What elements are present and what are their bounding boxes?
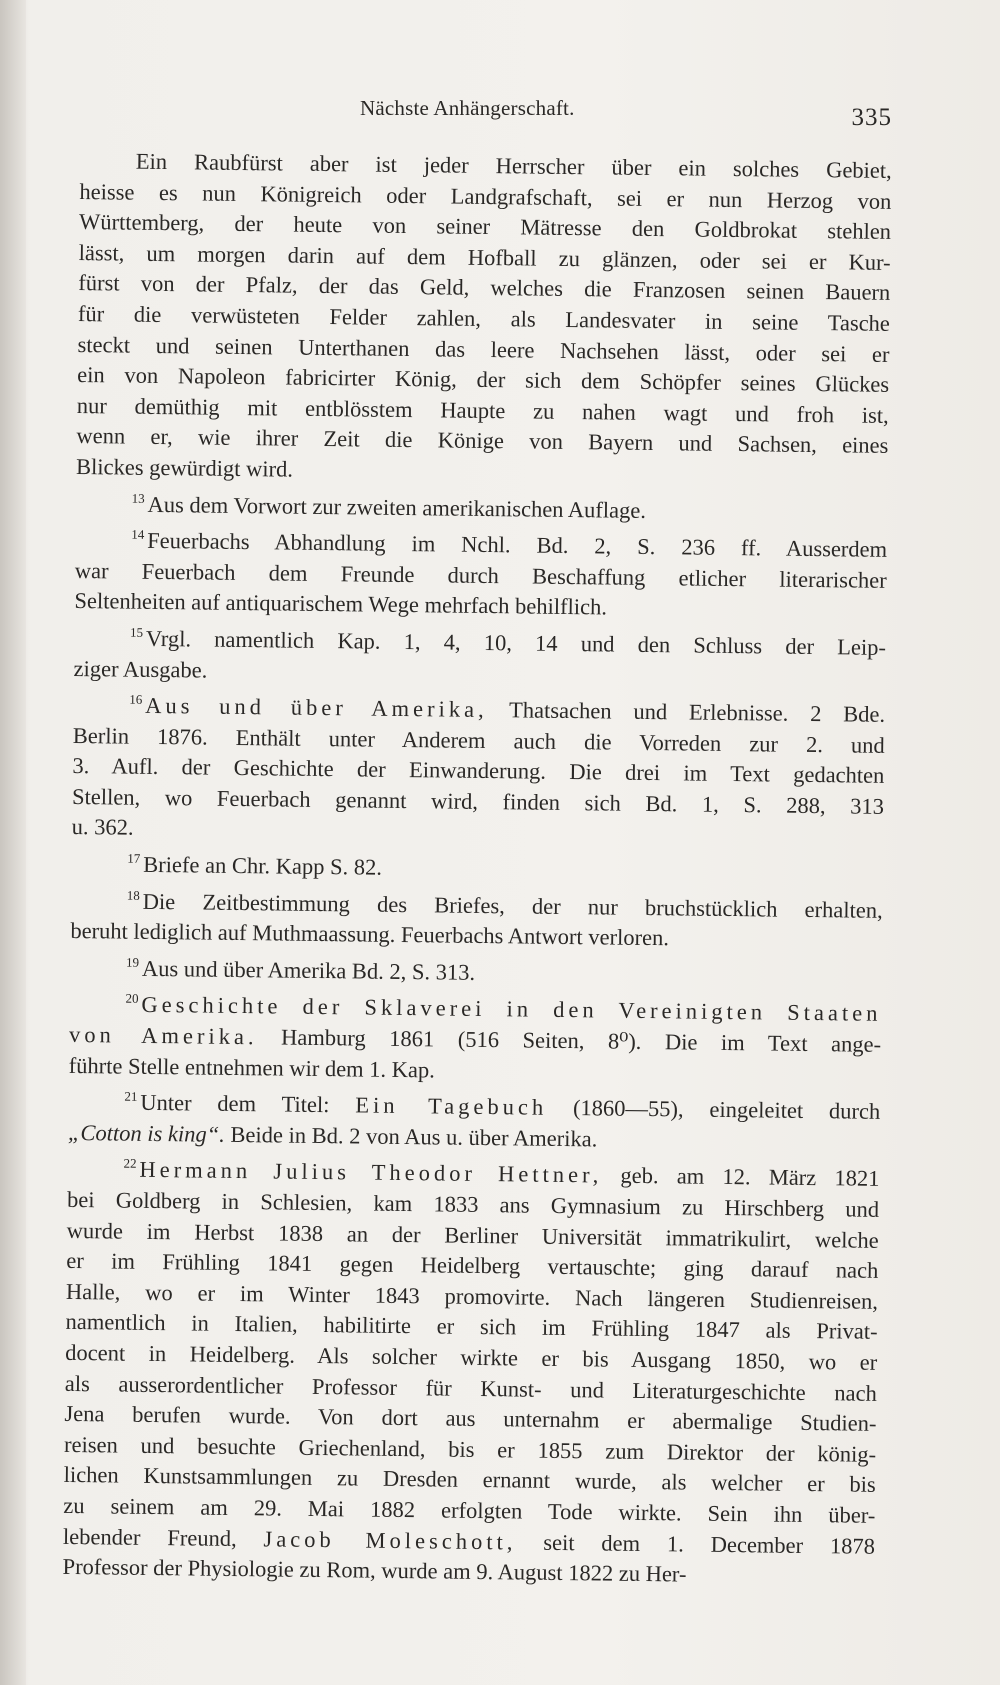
line-text: (1860—55), eingeleitet durch (547, 1094, 881, 1125)
footnote-number: 18 (126, 887, 140, 903)
line-text: er im Frühling 1841 gegen Heidelberg vertauschte; ging darauf nach (66, 1248, 879, 1284)
line-text: bei Goldberg in Schlesien, kam 1833 ans Gymnasium zu Hirschberg und (66, 1186, 880, 1222)
spaced-text: Jacob Moleschott, (263, 1525, 517, 1554)
italic-text: „Cotton is king“. (67, 1119, 226, 1147)
line-text-prefix: lebender Freund, (62, 1523, 264, 1551)
line-text: u. 362. (71, 814, 134, 841)
line-text: zu seinem am 29. Mai 1882 erfolgten Tode wirkte. Sein ihn über- (63, 1492, 876, 1528)
footnote-number: 17 (127, 850, 141, 866)
line-text: geb. am 12. März 1821 (602, 1162, 880, 1192)
line-text: seit dem 1. December 1878 (516, 1528, 876, 1559)
line-text: Ein Raubfürst aber ist jeder Herrscher über ein solches Gebiet, (135, 148, 892, 183)
line-text: fürst von der Pfalz, der das Geld, welches die Franzosen seinen Bauern (78, 270, 891, 306)
running-title: Nächste Anhängerschaft. (360, 96, 575, 120)
line-text: heisse es nun Königreich oder Landgrafschaft, sei er nun Herzog von (79, 178, 892, 214)
page-body-text (62, 146, 891, 1593)
line-text: Briefe an Chr. Kapp S. 82. (143, 851, 383, 880)
footnote-number: 15 (129, 624, 144, 640)
line-text: nur demüthig mit entblösstem Haupte zu nahen wagt und froh ist, (76, 392, 889, 428)
line-text: Halle, wo er im Winter 1843 promovirte. Nach längeren Studienreisen, (65, 1278, 879, 1314)
spaced-text: Geschichte der Sklaverei in den Vereinigten Staaten (141, 992, 882, 1027)
spaced-text: von Amerika. (68, 1021, 258, 1050)
page-header (80, 96, 892, 132)
footnote-number: 14 (131, 526, 145, 542)
line-text-prefix: Unter dem Titel: (140, 1090, 356, 1118)
line-text: Stellen, wo Feuerbach genannt wird, finden sich Bd. 1, S. 288, 313 (71, 783, 885, 819)
line-text: ein von Napoleon fabricirter König, der sich dem Schöpfer seines Glückes (77, 362, 890, 398)
spaced-text: Ein Tagebuch (355, 1092, 548, 1120)
line-text: Aus dem Vorwort zur zweiten amerikanischen Auflage. (147, 491, 647, 523)
line-text: Blickes gewürdigt wird. (75, 453, 294, 482)
footnote-number: 20 (125, 991, 139, 1007)
line-text: Aus und über Amerika Bd. 2, S. 313. (141, 955, 476, 985)
footnote-number: 16 (129, 691, 143, 707)
line-text: steckt und seinen Unterthanen das leere Nachsehen lässt, oder sei er (77, 331, 890, 367)
spaced-text: Aus und über Amerika, (145, 692, 488, 723)
line-text: reisen und besuchte Griechenland, bis er 1855 zum Direktor der könig- (63, 1431, 877, 1467)
line-text: Jena berufen wurde. Von dort aus unternahm er abermalige Studien- (64, 1401, 877, 1436)
line-text: für die verwüsteten Felder zahlen, als Landesvater in seine Tasche (77, 300, 891, 336)
line-text: lässt, um morgen darin auf dem Hofball zu glänzen, oder sei er Kur- (78, 239, 891, 275)
line-text: wenn er, wie ihrer Zeit die Könige von Bayern und Sachsen, eines (76, 423, 889, 459)
line-text: war Feuerbach dem Freunde durch Beschaffung etlicher literarischer (74, 557, 887, 593)
line-text: Feuerbachs Abhandlung im Nchl. Bd. 2, S. 236 ff. Ausserdem (147, 527, 888, 563)
line-text: Professor der Physiologie zu Rom, wurde am 9. August 1822 zu Her- (62, 1554, 687, 1587)
line-text: Hamburg 1861 (516 Seiten, 8⁰). Die im Text ange- (257, 1024, 882, 1057)
line-text: 3. Aufl. der Geschichte der Einwanderung. Die drei im Text gedachten (72, 753, 885, 789)
page-number: 335 (851, 104, 892, 131)
spaced-text: Hermann Julius Theodor Hettner, (139, 1157, 603, 1188)
line-text: Thatsachen und Erlebnisse. 2 Bde. (487, 697, 886, 727)
line-text: Seltenheiten auf antiquarischem Wege mehrfach behilflich. (74, 588, 608, 620)
line-text: namentlich in Italien, habilitirte er sich im Frühling 1847 als Privat- (65, 1309, 878, 1345)
line-text: Die Zeitbestimmung des Briefes, der nur bruchstücklich erhalten, (142, 888, 883, 923)
line-text: führte Stelle entnehmen wir dem 1. Kap. (68, 1052, 436, 1083)
line-text: Vrgl. namentlich Kap. 1, 4, 10, 14 und den Schluss der Leip- (145, 625, 887, 660)
footnote-number: 22 (123, 1156, 137, 1172)
line-text: wurde im Herbst 1838 an der Berliner Universität immatrikulirt, welche (66, 1217, 879, 1253)
line-text: als ausserordentlicher Professor für Kunst- und Literaturgeschichte nach (64, 1370, 877, 1406)
line-text: Württemberg, der heute von seiner Mätresse den Goldbrokat stehlen (78, 209, 892, 245)
line-text: beruht lediglich auf Muthmaassung. Feuerbachs Antwort verloren. (70, 918, 670, 951)
line-text: ziger Ausgabe. (73, 655, 208, 683)
line-text: Beide in Bd. 2 von Aus u. über Amerika. (224, 1121, 598, 1152)
footnote-number: 19 (125, 954, 140, 970)
line-text: docent in Heidelberg. Als solcher wirkte er bis Ausgang 1850, wo er (65, 1339, 878, 1375)
line-text: lichen Kunstsammlungen zu Dresden ernannt wurde, als welcher er bis (63, 1462, 876, 1498)
footnote-number: 13 (131, 490, 145, 506)
line-text: Berlin 1876. Enthält unter Anderem auch die Vorreden zur 2. und (72, 722, 885, 758)
footnote-number: 21 (124, 1088, 138, 1104)
